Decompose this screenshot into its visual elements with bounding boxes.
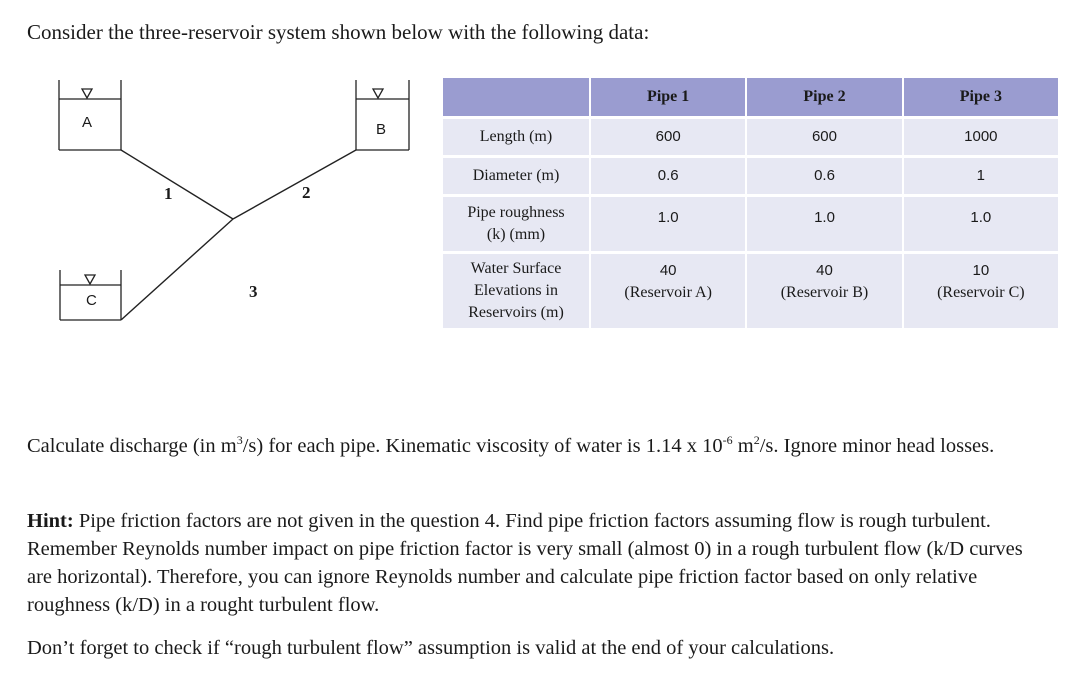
diagram-lines [50,70,430,340]
elevation-value-a: 40 [659,262,677,279]
hint-text: Pipe friction factors are not given in the question 4. Find pipe friction factors assuming flow is rough turbulent. Remember Reynolds number impact on pipe friction factor is very small (almost 0) in a rough turbulent flow (k/D curves are horizontal). Therefore, you can ignore Reynolds number and calculate pipe friction factor based on only relative roughness (k/D) in a rought turbulent flow. [27,510,1023,616]
header-pipe-1: Pipe 1 [591,78,747,116]
elevation-sub-b: (Reservoir B) [780,284,869,301]
table-row [443,254,1060,328]
row-label-diameter: Diameter (m) [443,158,591,194]
elevation-value-c: 10 [972,262,990,279]
elevation-label-line-2: Elevations in [474,282,558,299]
pipe-1-number: 1 [164,184,173,203]
pipe-2-line [233,150,356,219]
question-paragraph [27,432,1047,460]
elevation-sub-c: (Reservoir C) [937,284,1025,301]
pipe-1-line [121,150,233,219]
pipe-3-line [121,219,233,320]
table-row [443,197,1060,251]
reservoir-diagram [50,70,430,340]
cell-length-pipe-3: 1000 [904,119,1060,155]
row-label-roughness [443,197,591,251]
cell-roughness-pipe-3: 1.0 [904,197,1060,251]
header-pipe-3: Pipe 3 [904,78,1060,116]
hint-label: Hint: [27,510,74,532]
elevation-label-line-3: Reservoirs (m) [468,304,564,321]
table-row [443,119,1060,155]
reservoir-c-label: C [86,292,97,309]
roughness-label-line-1: Pipe roughness [467,204,565,221]
cell-length-pipe-2: 600 [747,119,903,155]
roughness-label-line-2: (k) (mm) [486,226,546,243]
intro-text: Consider the three-reservoir system shown below with the following data: [27,20,650,44]
check-paragraph: Don’t forget to check if “rough turbulent flow” assumption is valid at the end of your calculations. [27,637,835,659]
reservoir-b-tank [356,80,409,150]
cell-diameter-pipe-2: 0.6 [747,158,903,194]
cell-elevation-pipe-2 [747,254,903,328]
pipe-2-number: 2 [302,183,311,202]
table-row [443,158,1060,194]
table-header-row [443,78,1060,116]
calc-sup-2: -6 [722,433,733,448]
cell-diameter-pipe-3: 1 [904,158,1060,194]
row-label-length: Length (m) [443,119,591,155]
calc-text-1: Calculate discharge (in m [27,435,237,457]
row-label-elevation [443,254,591,328]
pipe-3-number: 3 [249,282,258,301]
cell-length-pipe-1: 600 [591,119,747,155]
cell-roughness-pipe-1: 1.0 [591,197,747,251]
hint-paragraph [27,507,1047,619]
table-header-empty [443,78,591,116]
calc-text-2: /s) for each pipe. Kinematic viscosity of water is 1.14 x 10 [242,435,723,457]
calc-text-3: m [732,435,754,457]
calc-text-4: /s. Ignore minor head losses. [759,435,995,457]
cell-elevation-pipe-1 [591,254,747,328]
header-pipe-2: Pipe 2 [747,78,903,116]
elevation-sub-a: (Reservoir A) [624,284,712,301]
cell-elevation-pipe-3 [904,254,1060,328]
reservoir-a-label: A [82,114,93,131]
pipe-data-table [443,75,1060,331]
cell-roughness-pipe-2: 1.0 [747,197,903,251]
calc-sup-3: 2 [753,433,760,448]
reservoir-b-label: B [376,121,387,138]
elevation-value-b: 40 [816,262,833,279]
cell-diameter-pipe-1: 0.6 [591,158,747,194]
calc-sup-1: 3 [236,433,243,448]
elevation-label-line-1: Water Surface [470,260,562,277]
